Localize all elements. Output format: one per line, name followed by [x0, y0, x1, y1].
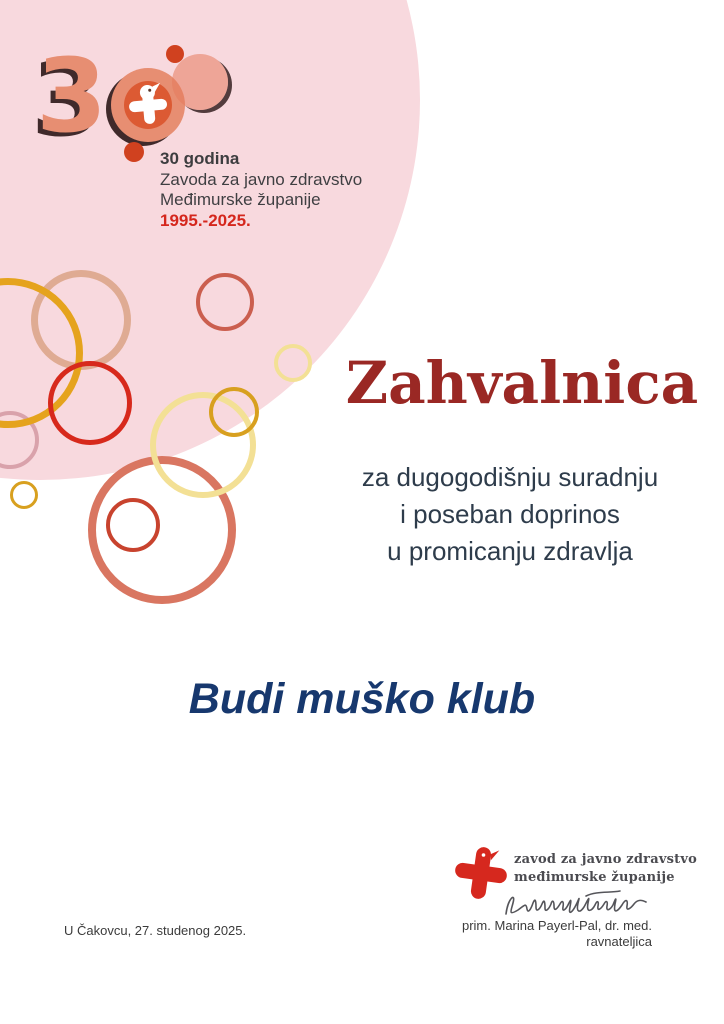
ring-salmon-small [196, 273, 254, 331]
ring-orange-inner [106, 498, 160, 552]
logo-medium-disc [172, 54, 228, 110]
ring-red [48, 361, 132, 445]
caption-zupanija: Međimurske županije [160, 190, 321, 209]
caption-30-godina: 30 godina [160, 149, 240, 168]
subtitle-line-3: u promicanju zdravlja [387, 536, 633, 566]
certificate-title: Zahvalnica [345, 349, 699, 417]
logo-digit-three: 3 [36, 37, 107, 156]
institute-name [514, 851, 697, 886]
ring-yellow-small [274, 344, 312, 382]
certificate-subtitle [318, 459, 702, 570]
signatory-block [420, 918, 652, 949]
anniversary-caption [160, 149, 362, 231]
signatory-title: ravnateljica [586, 933, 652, 949]
caption-years: 1995.-2025. [160, 210, 251, 230]
logo-red-dot-bottom [124, 142, 144, 162]
ring-amber-medium [209, 387, 259, 437]
institute-name-line-1: zavod za javno zdravstvo [514, 852, 697, 867]
institute-name-line-2: međimurske županije [514, 869, 675, 885]
caption-zavod: Zavoda za javno zdravstvo [160, 169, 363, 189]
recipient-name: Budi muško klub [188, 675, 536, 723]
date-place: U Čakovcu, 27. studenog 2025. [64, 923, 247, 938]
logo-red-dot-top [166, 45, 184, 63]
subtitle-line-1: za dugogodišnju suradnju [361, 462, 659, 492]
signatory-name: prim. Marina Payerl-Pal, dr. med. [461, 918, 652, 933]
logo-inner-disc [124, 81, 172, 129]
ring-amber-tiny [10, 481, 38, 509]
subtitle-line-2: i poseban doprinos [400, 499, 620, 529]
